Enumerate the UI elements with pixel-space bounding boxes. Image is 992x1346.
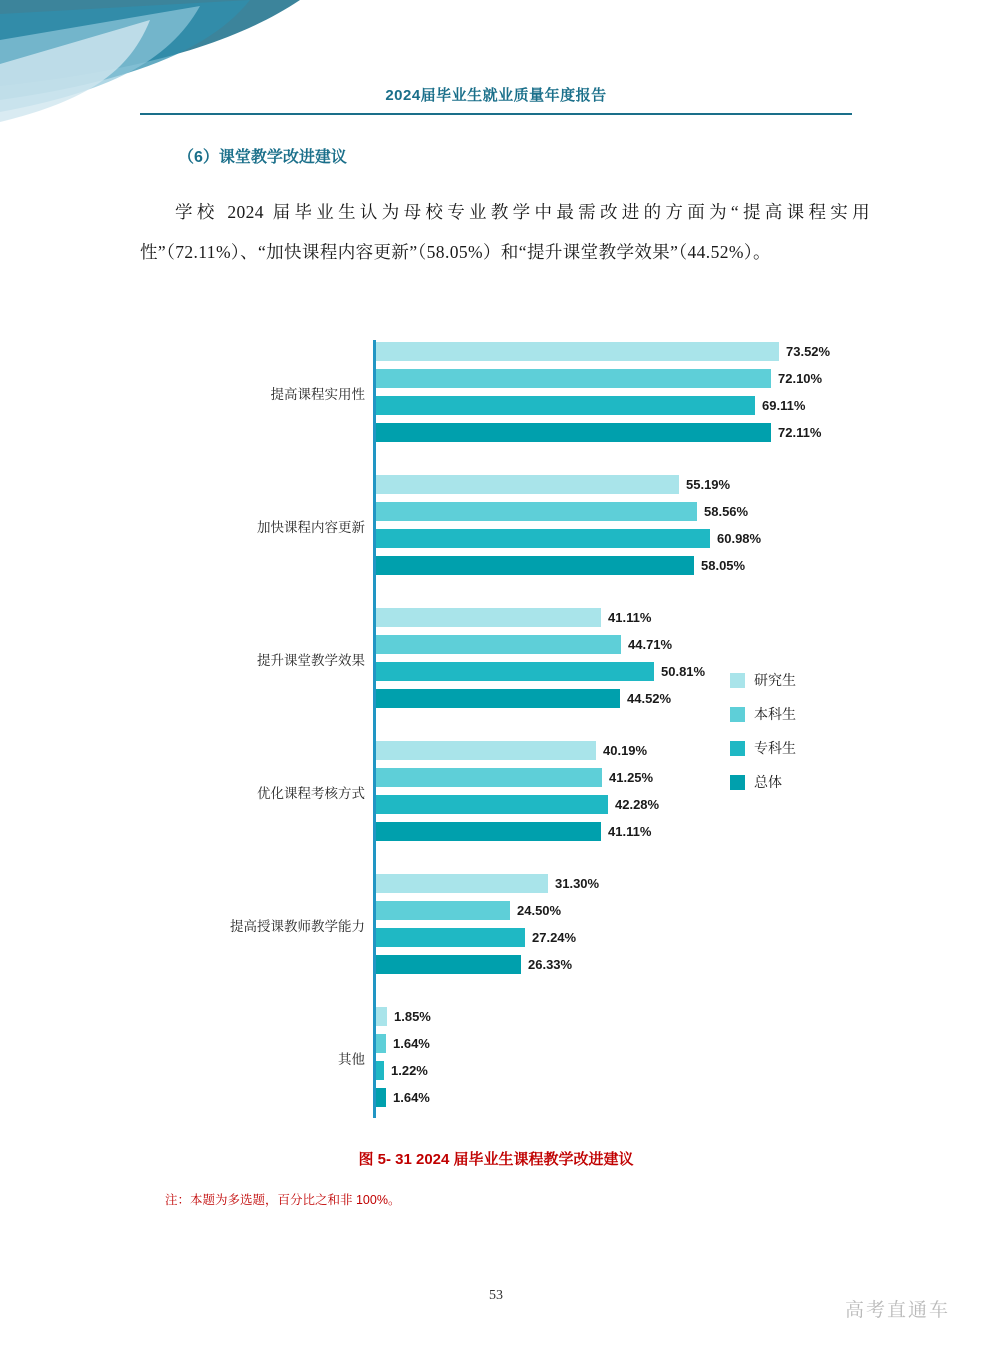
- legend-swatch-icon: [730, 775, 745, 790]
- bar-graduate: [376, 475, 679, 494]
- bar-value: 72.11%: [778, 425, 822, 440]
- bar-graduate: [376, 874, 548, 893]
- bar-chart: [140, 330, 870, 1130]
- bar-overall: [376, 822, 601, 841]
- legend-item-overall: [730, 772, 796, 792]
- figure-note: 注：本题为多选题，百分比之和非 100%。: [165, 1193, 401, 1207]
- bar-value: 44.52%: [627, 691, 672, 706]
- bar-graduate: [376, 608, 601, 627]
- bar-value: 69.11%: [762, 398, 806, 413]
- bar-value: 1.85%: [394, 1009, 431, 1024]
- section-heading: （6）课堂教学改进建议: [178, 149, 347, 166]
- bar-junior-college: [376, 928, 525, 947]
- chart-group: [140, 338, 870, 456]
- chart-group: [140, 1003, 870, 1121]
- bar-value: 26.33%: [528, 957, 573, 972]
- bar-value: 41.11%: [608, 824, 652, 839]
- category-label: 提高课程实用性: [270, 387, 365, 402]
- bar-value: 55.19%: [686, 477, 731, 492]
- bar-overall: [376, 1088, 386, 1107]
- bar-undergraduate: [376, 502, 697, 521]
- watermark: 高考直通车: [844, 1300, 950, 1321]
- bar-value: 27.24%: [532, 930, 577, 945]
- legend-label: 专科生: [754, 740, 796, 756]
- chart-axis: [373, 340, 376, 1118]
- chart-group: [140, 471, 870, 589]
- bar-undergraduate: [376, 635, 621, 654]
- bar-value: 42.28%: [615, 797, 660, 812]
- bar-value: 1.64%: [393, 1090, 430, 1105]
- header-divider: [140, 113, 852, 115]
- bar-value: 40.19%: [603, 743, 648, 758]
- bar-value: 41.11%: [608, 610, 652, 625]
- bar-graduate: [376, 741, 596, 760]
- bar-value: 72.10%: [778, 371, 823, 386]
- bar-overall: [376, 689, 620, 708]
- bar-junior-college: [376, 396, 755, 415]
- header-title: 2024届毕业生就业质量年度报告: [385, 87, 607, 104]
- bar-value: 50.81%: [661, 664, 706, 679]
- bar-undergraduate: [376, 901, 510, 920]
- page-number: 53: [489, 1288, 503, 1303]
- chart-legend: [730, 670, 796, 806]
- header-decoration: [0, 0, 430, 130]
- bar-junior-college: [376, 529, 710, 548]
- legend-label: 总体: [754, 774, 782, 790]
- legend-item-undergraduate: [730, 704, 796, 724]
- legend-label: 研究生: [754, 672, 796, 688]
- bar-junior-college: [376, 662, 654, 681]
- bar-overall: [376, 556, 694, 575]
- bar-value: 58.05%: [701, 558, 746, 573]
- bar-graduate: [376, 342, 779, 361]
- bar-value: 24.50%: [517, 903, 562, 918]
- bar-undergraduate: [376, 768, 602, 787]
- chart-group: [140, 870, 870, 988]
- category-label: 优化课程考核方式: [257, 786, 365, 801]
- legend-label: 本科生: [754, 706, 796, 722]
- bar-value: 73.52%: [786, 344, 831, 359]
- legend-swatch-icon: [730, 673, 745, 688]
- category-label: 其他: [338, 1052, 365, 1067]
- bar-value: 58.56%: [704, 504, 749, 519]
- bar-overall: [376, 423, 771, 442]
- body-paragraph: 学校 2024 届毕业生认为母校专业教学中最需改进的方面为“提高课程实用性”（72.11%）、“加快课程内容更新”（58.05%）和“提升课堂教学效果”（44.52%）。: [140, 202, 870, 262]
- bar-graduate: [376, 1007, 387, 1026]
- legend-item-junior-college: [730, 738, 796, 758]
- bar-undergraduate: [376, 369, 771, 388]
- bar-junior-college: [376, 1061, 384, 1080]
- category-label: 提升课堂教学效果: [257, 653, 365, 668]
- category-label: 加快课程内容更新: [257, 520, 365, 535]
- legend-swatch-icon: [730, 741, 745, 756]
- legend-swatch-icon: [730, 707, 745, 722]
- bar-value: 60.98%: [717, 531, 762, 546]
- bar-value: 31.30%: [555, 876, 600, 891]
- bar-undergraduate: [376, 1034, 386, 1053]
- bar-overall: [376, 955, 521, 974]
- bar-value: 1.22%: [391, 1063, 428, 1078]
- bar-value: 1.64%: [393, 1036, 430, 1051]
- bar-value: 41.25%: [609, 770, 654, 785]
- legend-item-graduate: [730, 670, 796, 690]
- bar-junior-college: [376, 795, 608, 814]
- category-label: 提高授课教师教学能力: [230, 919, 365, 934]
- bar-value: 44.71%: [628, 637, 673, 652]
- figure-caption: 图 5- 31 2024 届毕业生课程教学改进建议: [358, 1151, 634, 1168]
